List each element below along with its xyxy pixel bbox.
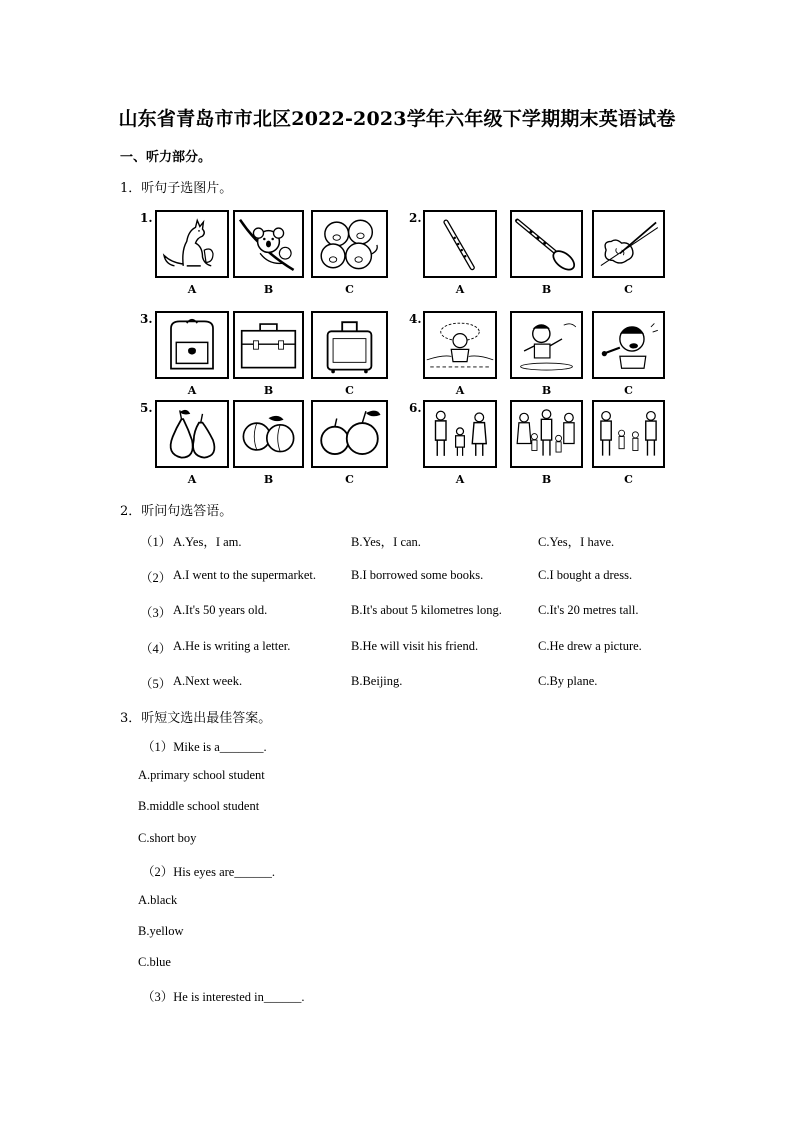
option-label: A xyxy=(455,283,465,296)
option-label: B xyxy=(263,283,274,296)
listening-question: （3）He is interested in______. xyxy=(142,989,305,1004)
boy-waving-picture[interactable] xyxy=(510,311,583,379)
option-label: A xyxy=(455,384,465,397)
option-label: C xyxy=(624,283,633,296)
answer-option-a[interactable]: A.I went to the supermarket. xyxy=(173,567,317,582)
part1-heading: 1．听句子选图片。 xyxy=(120,181,233,196)
page-title: 山东省青岛市市北区2022-2023学年六年级下学期期末英语试卷 xyxy=(118,108,676,130)
trumpet-picture[interactable] xyxy=(510,210,583,278)
pears-picture[interactable] xyxy=(155,400,229,468)
apples-icon xyxy=(313,402,386,466)
picture-question-number: 2. xyxy=(409,211,422,225)
pigs-icon xyxy=(313,212,386,276)
boy-singing-picture[interactable] xyxy=(592,311,665,379)
family-five-picture[interactable] xyxy=(510,400,583,468)
option-label: A xyxy=(455,473,465,486)
briefcase-picture[interactable] xyxy=(233,311,304,379)
flute-icon xyxy=(425,212,495,276)
picture-question-number: 3. xyxy=(140,312,153,326)
option-label: C xyxy=(345,473,354,486)
koala-icon xyxy=(235,212,302,276)
boy-outdoor-picture[interactable] xyxy=(423,311,497,379)
picture-question-number: 6. xyxy=(409,401,422,415)
option-label: A xyxy=(187,384,197,397)
question-number: （2） xyxy=(140,570,172,585)
answer-option-a[interactable]: A.Next week. xyxy=(173,674,243,688)
part2-heading: 2．听问句选答语。 xyxy=(120,504,233,519)
backpack-picture[interactable] xyxy=(155,311,229,379)
option-label: B xyxy=(541,384,552,397)
question-number: （3） xyxy=(140,606,172,620)
peaches-picture[interactable] xyxy=(233,400,304,468)
answer-option-b[interactable]: B.Beijing. xyxy=(351,674,403,688)
kangaroo-picture[interactable] xyxy=(155,210,229,278)
listening-question: （2）His eyes are______. xyxy=(142,864,275,879)
option-label: B xyxy=(263,384,274,397)
boy-outdoor-icon xyxy=(425,313,495,377)
answer-option-b[interactable]: B.It's about 5 kilometres long. xyxy=(351,603,502,617)
answer-option-b[interactable]: B.I borrowed some books. xyxy=(351,567,484,582)
listening-answer-option[interactable]: B.middle school student xyxy=(138,799,260,814)
answer-option-c[interactable]: C.He drew a picture. xyxy=(538,638,642,653)
answer-option-b[interactable]: B.He will visit his friend. xyxy=(351,638,479,653)
answer-option-c[interactable]: C.It's 20 metres tall. xyxy=(538,603,639,617)
picture-question-number: 1. xyxy=(140,211,153,225)
suitcase-icon xyxy=(313,313,386,377)
apples-picture[interactable] xyxy=(311,400,388,468)
listening-answer-option[interactable]: C.blue xyxy=(138,955,171,970)
family-three-picture[interactable] xyxy=(423,400,497,468)
boy-singing-icon xyxy=(594,313,663,377)
option-label: C xyxy=(624,384,633,397)
answer-option-a[interactable]: A.It's 50 years old. xyxy=(173,603,268,617)
family-four-icon xyxy=(594,402,663,466)
option-label: B xyxy=(541,283,552,296)
listening-answer-option[interactable]: B.yellow xyxy=(138,924,184,939)
section-heading: 一、听力部分。 xyxy=(120,150,212,165)
answer-option-c[interactable]: C.Yes，I have. xyxy=(538,535,615,549)
listening-answer-option[interactable]: A.black xyxy=(138,893,178,907)
listening-answer-option[interactable]: A.primary school student xyxy=(138,768,265,783)
option-label: A xyxy=(187,283,197,296)
answer-option-c[interactable]: C.I bought a dress. xyxy=(538,567,633,582)
option-label: C xyxy=(345,384,354,397)
option-label: B xyxy=(263,473,274,486)
backpack-icon xyxy=(157,313,227,377)
family-three-icon xyxy=(425,402,495,466)
peaches-icon xyxy=(235,402,302,466)
family-four-picture[interactable] xyxy=(592,400,665,468)
answer-option-b[interactable]: B.Yes，I can. xyxy=(351,535,421,549)
family-five-icon xyxy=(512,402,581,466)
picture-question-number: 4. xyxy=(409,312,422,326)
listening-question: （1）Mike is a_______. xyxy=(142,740,267,754)
trumpet-icon xyxy=(512,212,581,276)
question-number: （4） xyxy=(140,641,172,656)
kangaroo-icon xyxy=(157,212,227,276)
violin-icon xyxy=(594,212,663,276)
option-label: A xyxy=(187,473,197,486)
picture-question-number: 5. xyxy=(140,401,153,415)
flute-picture[interactable] xyxy=(423,210,497,278)
question-number: （5） xyxy=(140,677,172,691)
pigs-picture[interactable] xyxy=(311,210,388,278)
option-label: B xyxy=(541,473,552,486)
pears-icon xyxy=(157,402,227,466)
violin-picture[interactable] xyxy=(592,210,665,278)
briefcase-icon xyxy=(235,313,302,377)
option-label: C xyxy=(624,473,633,486)
option-label: C xyxy=(345,283,354,296)
part3-heading: 3．听短文选出最佳答案。 xyxy=(120,711,272,726)
koala-picture[interactable] xyxy=(233,210,304,278)
question-number: （1） xyxy=(140,535,172,549)
suitcase-picture[interactable] xyxy=(311,311,388,379)
boy-waving-icon xyxy=(512,313,581,377)
answer-option-a[interactable]: A.He is writing a letter. xyxy=(173,638,291,653)
answer-option-c[interactable]: C.By plane. xyxy=(538,674,598,688)
answer-option-a[interactable]: A.Yes，I am. xyxy=(173,535,242,549)
listening-answer-option[interactable]: C.short boy xyxy=(138,830,197,845)
